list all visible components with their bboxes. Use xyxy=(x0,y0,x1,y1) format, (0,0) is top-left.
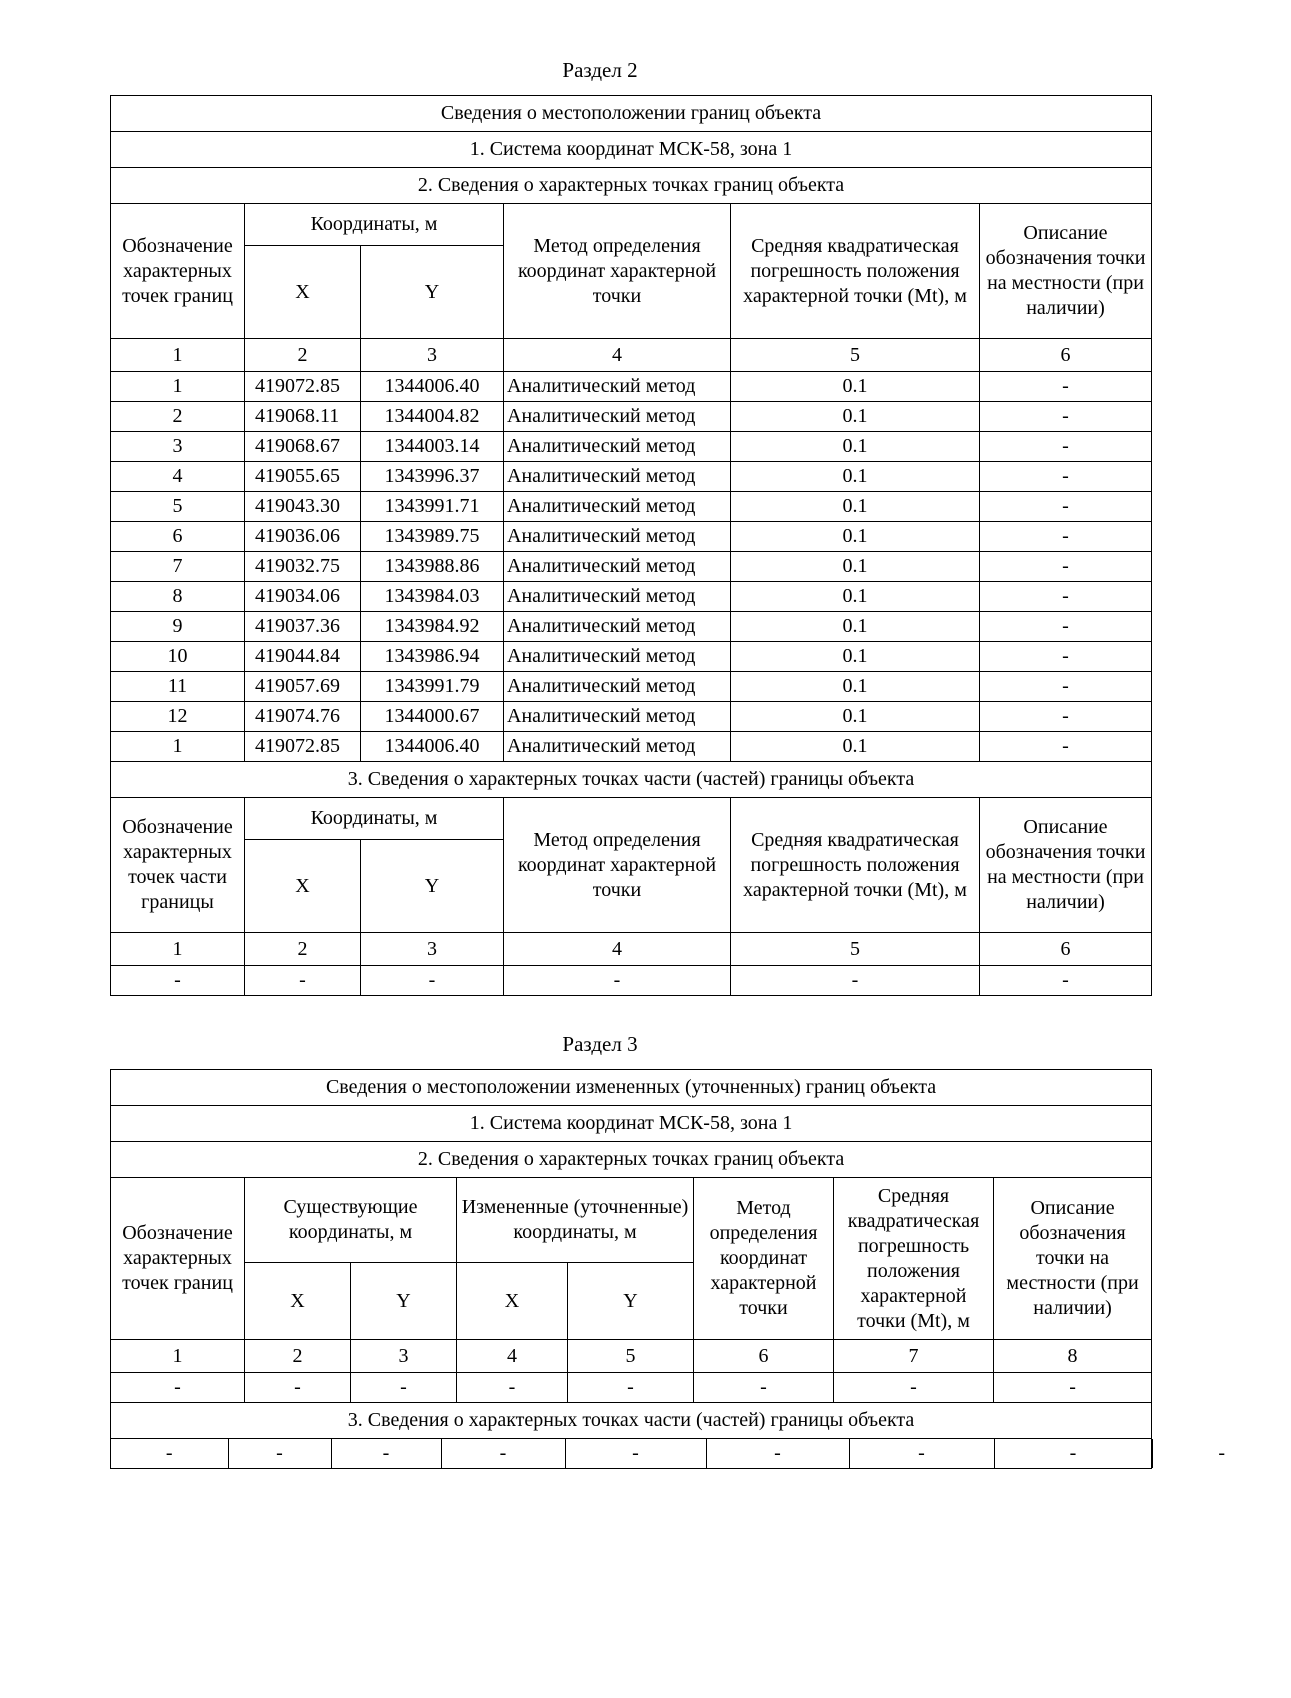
x-coordinate: 419074.76 xyxy=(245,702,361,732)
y-coordinate: 1343996.37 xyxy=(361,462,504,492)
section-2-title: Раздел 2 xyxy=(562,58,638,82)
column-number: 3 xyxy=(361,339,504,372)
mt-cell: 0.1 xyxy=(731,522,980,552)
point-number: 11 xyxy=(111,672,245,702)
y-coordinate: 1343991.79 xyxy=(361,672,504,702)
y-coordinate: 1344000.67 xyxy=(361,702,504,732)
x-coordinate: 419068.11 xyxy=(245,402,361,432)
method-cell: Аналитический метод xyxy=(504,402,731,432)
table-row xyxy=(111,432,1152,462)
header-changed-coordinates: Измененные (уточненные) координаты, м xyxy=(457,1178,694,1263)
column-number: 1 xyxy=(111,1340,245,1373)
section-3-caption: Сведения о местоположении измененных (уточненных) границ объекта xyxy=(111,1070,1152,1106)
method-cell: Аналитический метод xyxy=(504,642,731,672)
table-row xyxy=(111,582,1152,612)
header-existing-x: X xyxy=(245,1263,351,1340)
part-header-x: X xyxy=(245,840,361,933)
header-method: Метод определения координат характерной точки xyxy=(694,1178,834,1340)
table-cell: - xyxy=(694,1373,834,1403)
point-number: 5 xyxy=(111,492,245,522)
header-error: Средняя квадратическая погрешность положения характерной точки (Mt), м xyxy=(731,204,980,339)
y-coordinate: 1344004.82 xyxy=(361,402,504,432)
mt-cell: 0.1 xyxy=(731,372,980,402)
header-description: Описание обозначения точки на местности (при наличии) xyxy=(994,1178,1152,1340)
part-header-error: Средняя квадратическая погрешность положения характерной точки (Mt), м xyxy=(731,798,980,933)
table-cell: - xyxy=(834,1373,994,1403)
point-number: 9 xyxy=(111,612,245,642)
mt-cell: 0.1 xyxy=(731,462,980,492)
section-3-table xyxy=(110,1069,1226,1469)
x-coordinate: 419072.85 xyxy=(245,372,361,402)
y-coordinate: 1344006.40 xyxy=(361,372,504,402)
column-number: 4 xyxy=(457,1340,568,1373)
point-number: 4 xyxy=(111,462,245,492)
y-coordinate: 1344003.14 xyxy=(361,432,504,462)
table-cell: - xyxy=(111,1439,228,1468)
table-cell: - xyxy=(994,1439,1152,1468)
x-coordinate: 419068.67 xyxy=(245,432,361,462)
table-cell: - xyxy=(706,1439,849,1468)
description-cell: - xyxy=(980,672,1152,702)
point-number: 1 xyxy=(111,372,245,402)
description-cell: - xyxy=(980,522,1152,552)
column-number: 2 xyxy=(245,1340,351,1373)
column-number: 2 xyxy=(245,933,361,966)
table-row xyxy=(111,372,1152,402)
mt-cell: 0.1 xyxy=(731,702,980,732)
table-row xyxy=(111,612,1152,642)
mt-cell: 0.1 xyxy=(731,672,980,702)
column-number: 8 xyxy=(994,1340,1152,1373)
column-number: 1 xyxy=(111,933,245,966)
y-coordinate: 1343989.75 xyxy=(361,522,504,552)
header-y: Y xyxy=(361,246,504,339)
coordinate-system: 1. Система координат МСК-58, зона 1 xyxy=(111,132,1152,168)
point-number: 1 xyxy=(111,732,245,762)
method-cell: Аналитический метод xyxy=(504,612,731,642)
table-row xyxy=(111,552,1152,582)
mt-cell: 0.1 xyxy=(731,732,980,762)
description-cell: - xyxy=(980,492,1152,522)
table-row xyxy=(111,492,1152,522)
description-cell: - xyxy=(980,372,1152,402)
table-cell: - xyxy=(245,1373,351,1403)
method-cell: Аналитический метод xyxy=(504,672,731,702)
x-coordinate: 419043.30 xyxy=(245,492,361,522)
table-cell: - xyxy=(111,966,245,996)
column-number: 5 xyxy=(731,339,980,372)
y-coordinate: 1343988.86 xyxy=(361,552,504,582)
header-existing-coordinates: Существующие координаты, м xyxy=(245,1178,457,1263)
column-number: 1 xyxy=(111,339,245,372)
table-cell: - xyxy=(731,966,980,996)
column-number: 3 xyxy=(351,1340,457,1373)
x-coordinate: 419037.36 xyxy=(245,612,361,642)
part-boundary-subtitle: 3. Сведения о характерных точках части (частей) границы объекта xyxy=(111,762,1152,798)
table-row xyxy=(111,642,1152,672)
column-numbers-row xyxy=(111,339,1152,372)
part-column-numbers-row xyxy=(111,933,1152,966)
description-cell: - xyxy=(980,402,1152,432)
part-header-y: Y xyxy=(361,840,504,933)
header-description: Описание обозначения точки на местности (при наличии) xyxy=(980,204,1152,339)
table-cell: - xyxy=(245,966,361,996)
method-cell: Аналитический метод xyxy=(504,702,731,732)
description-cell: - xyxy=(980,552,1152,582)
header-changed-x: X xyxy=(457,1263,568,1340)
description-cell: - xyxy=(980,582,1152,612)
point-number: 8 xyxy=(111,582,245,612)
mt-cell: 0.1 xyxy=(731,402,980,432)
y-coordinate: 1343984.03 xyxy=(361,582,504,612)
description-cell: - xyxy=(980,702,1152,732)
table-cell: - xyxy=(1152,1439,1291,1468)
table-row xyxy=(111,702,1152,732)
x-coordinate: 419072.85 xyxy=(245,732,361,762)
description-cell: - xyxy=(980,612,1152,642)
method-cell: Аналитический метод xyxy=(504,732,731,762)
description-cell: - xyxy=(980,462,1152,492)
table-cell: - xyxy=(980,966,1152,996)
mt-cell: 0.1 xyxy=(731,492,980,522)
x-coordinate: 419034.06 xyxy=(245,582,361,612)
column-number: 4 xyxy=(504,339,731,372)
column-number: 6 xyxy=(980,933,1152,966)
point-number: 7 xyxy=(111,552,245,582)
y-coordinate: 1343986.94 xyxy=(361,642,504,672)
part-boundary-subtitle: 3. Сведения о характерных точках части (частей) границы объекта xyxy=(111,1403,1152,1439)
method-cell: Аналитический метод xyxy=(504,432,731,462)
part-data-row-container xyxy=(111,1439,1226,1469)
description-cell: - xyxy=(980,732,1152,762)
table-row xyxy=(111,522,1152,552)
column-number: 2 xyxy=(245,339,361,372)
table-cell: - xyxy=(351,1373,457,1403)
boundary-points-subtitle: 2. Сведения о характерных точках границ объекта xyxy=(111,168,1152,204)
table-cell: - xyxy=(331,1439,441,1468)
table-row xyxy=(111,402,1152,432)
column-number: 6 xyxy=(980,339,1152,372)
method-cell: Аналитический метод xyxy=(504,582,731,612)
header-x: X xyxy=(245,246,361,339)
table-cell: - xyxy=(504,966,731,996)
x-coordinate: 419032.75 xyxy=(245,552,361,582)
header-method: Метод определения координат характерной точки xyxy=(504,204,731,339)
boundary-points-subtitle: 2. Сведения о характерных точках границ объекта xyxy=(111,1142,1152,1178)
part-data-row xyxy=(111,966,1152,996)
column-number: 4 xyxy=(504,933,731,966)
table-cell: - xyxy=(361,966,504,996)
column-number: 5 xyxy=(568,1340,694,1373)
method-cell: Аналитический метод xyxy=(504,522,731,552)
point-number: 10 xyxy=(111,642,245,672)
section-2-table xyxy=(110,95,1152,996)
header-existing-y: Y xyxy=(351,1263,457,1340)
header-coordinates: Координаты, м xyxy=(245,204,504,246)
point-number: 12 xyxy=(111,702,245,732)
method-cell: Аналитический метод xyxy=(504,462,731,492)
description-cell: - xyxy=(980,642,1152,672)
data-row xyxy=(111,1373,1152,1403)
table-cell: - xyxy=(111,1373,245,1403)
table-row xyxy=(111,672,1152,702)
point-number: 3 xyxy=(111,432,245,462)
part-header-designation: Обозначение характерных точек части границы xyxy=(111,798,245,933)
column-number: 6 xyxy=(694,1340,834,1373)
part-header-method: Метод определения координат характерной точки xyxy=(504,798,731,933)
header-changed-y: Y xyxy=(568,1263,694,1340)
description-cell: - xyxy=(980,432,1152,462)
table-cell: - xyxy=(457,1373,568,1403)
table-cell: - xyxy=(228,1439,331,1468)
section-3-title: Раздел 3 xyxy=(562,1032,638,1056)
column-number: 5 xyxy=(731,933,980,966)
column-number: 3 xyxy=(361,933,504,966)
point-number: 2 xyxy=(111,402,245,432)
column-number: 7 xyxy=(834,1340,994,1373)
mt-cell: 0.1 xyxy=(731,432,980,462)
coordinate-system: 1. Система координат МСК-58, зона 1 xyxy=(111,1106,1152,1142)
table-cell: - xyxy=(568,1373,694,1403)
table-cell: - xyxy=(994,1373,1152,1403)
mt-cell: 0.1 xyxy=(731,582,980,612)
y-coordinate: 1344006.40 xyxy=(361,732,504,762)
y-coordinate: 1343984.92 xyxy=(361,612,504,642)
x-coordinate: 419057.69 xyxy=(245,672,361,702)
y-coordinate: 1343991.71 xyxy=(361,492,504,522)
x-coordinate: 419044.84 xyxy=(245,642,361,672)
header-designation: Обозначение характерных точек границ xyxy=(111,204,245,339)
x-coordinate: 419055.65 xyxy=(245,462,361,492)
method-cell: Аналитический метод xyxy=(504,552,731,582)
header-designation: Обозначение характерных точек границ xyxy=(111,1178,245,1340)
mt-cell: 0.1 xyxy=(731,612,980,642)
header-error: Средняя квадратическая погрешность положения характерной точки (Mt), м xyxy=(834,1178,994,1340)
table-row xyxy=(111,732,1152,762)
section-2-caption: Сведения о местоположении границ объекта xyxy=(111,96,1152,132)
mt-cell: 0.1 xyxy=(731,552,980,582)
point-number: 6 xyxy=(111,522,245,552)
part-data-row xyxy=(111,1439,1291,1468)
column-numbers-row xyxy=(111,1340,1152,1373)
table-row xyxy=(111,462,1152,492)
mt-cell: 0.1 xyxy=(731,642,980,672)
method-cell: Аналитический метод xyxy=(504,372,731,402)
method-cell: Аналитический метод xyxy=(504,492,731,522)
table-cell: - xyxy=(849,1439,994,1468)
table-cell: - xyxy=(565,1439,706,1468)
part-data-table xyxy=(111,1439,1291,1468)
table-cell: - xyxy=(441,1439,565,1468)
x-coordinate: 419036.06 xyxy=(245,522,361,552)
part-header-coordinates: Координаты, м xyxy=(245,798,504,840)
part-header-description: Описание обозначения точки на местности (при наличии) xyxy=(980,798,1152,933)
